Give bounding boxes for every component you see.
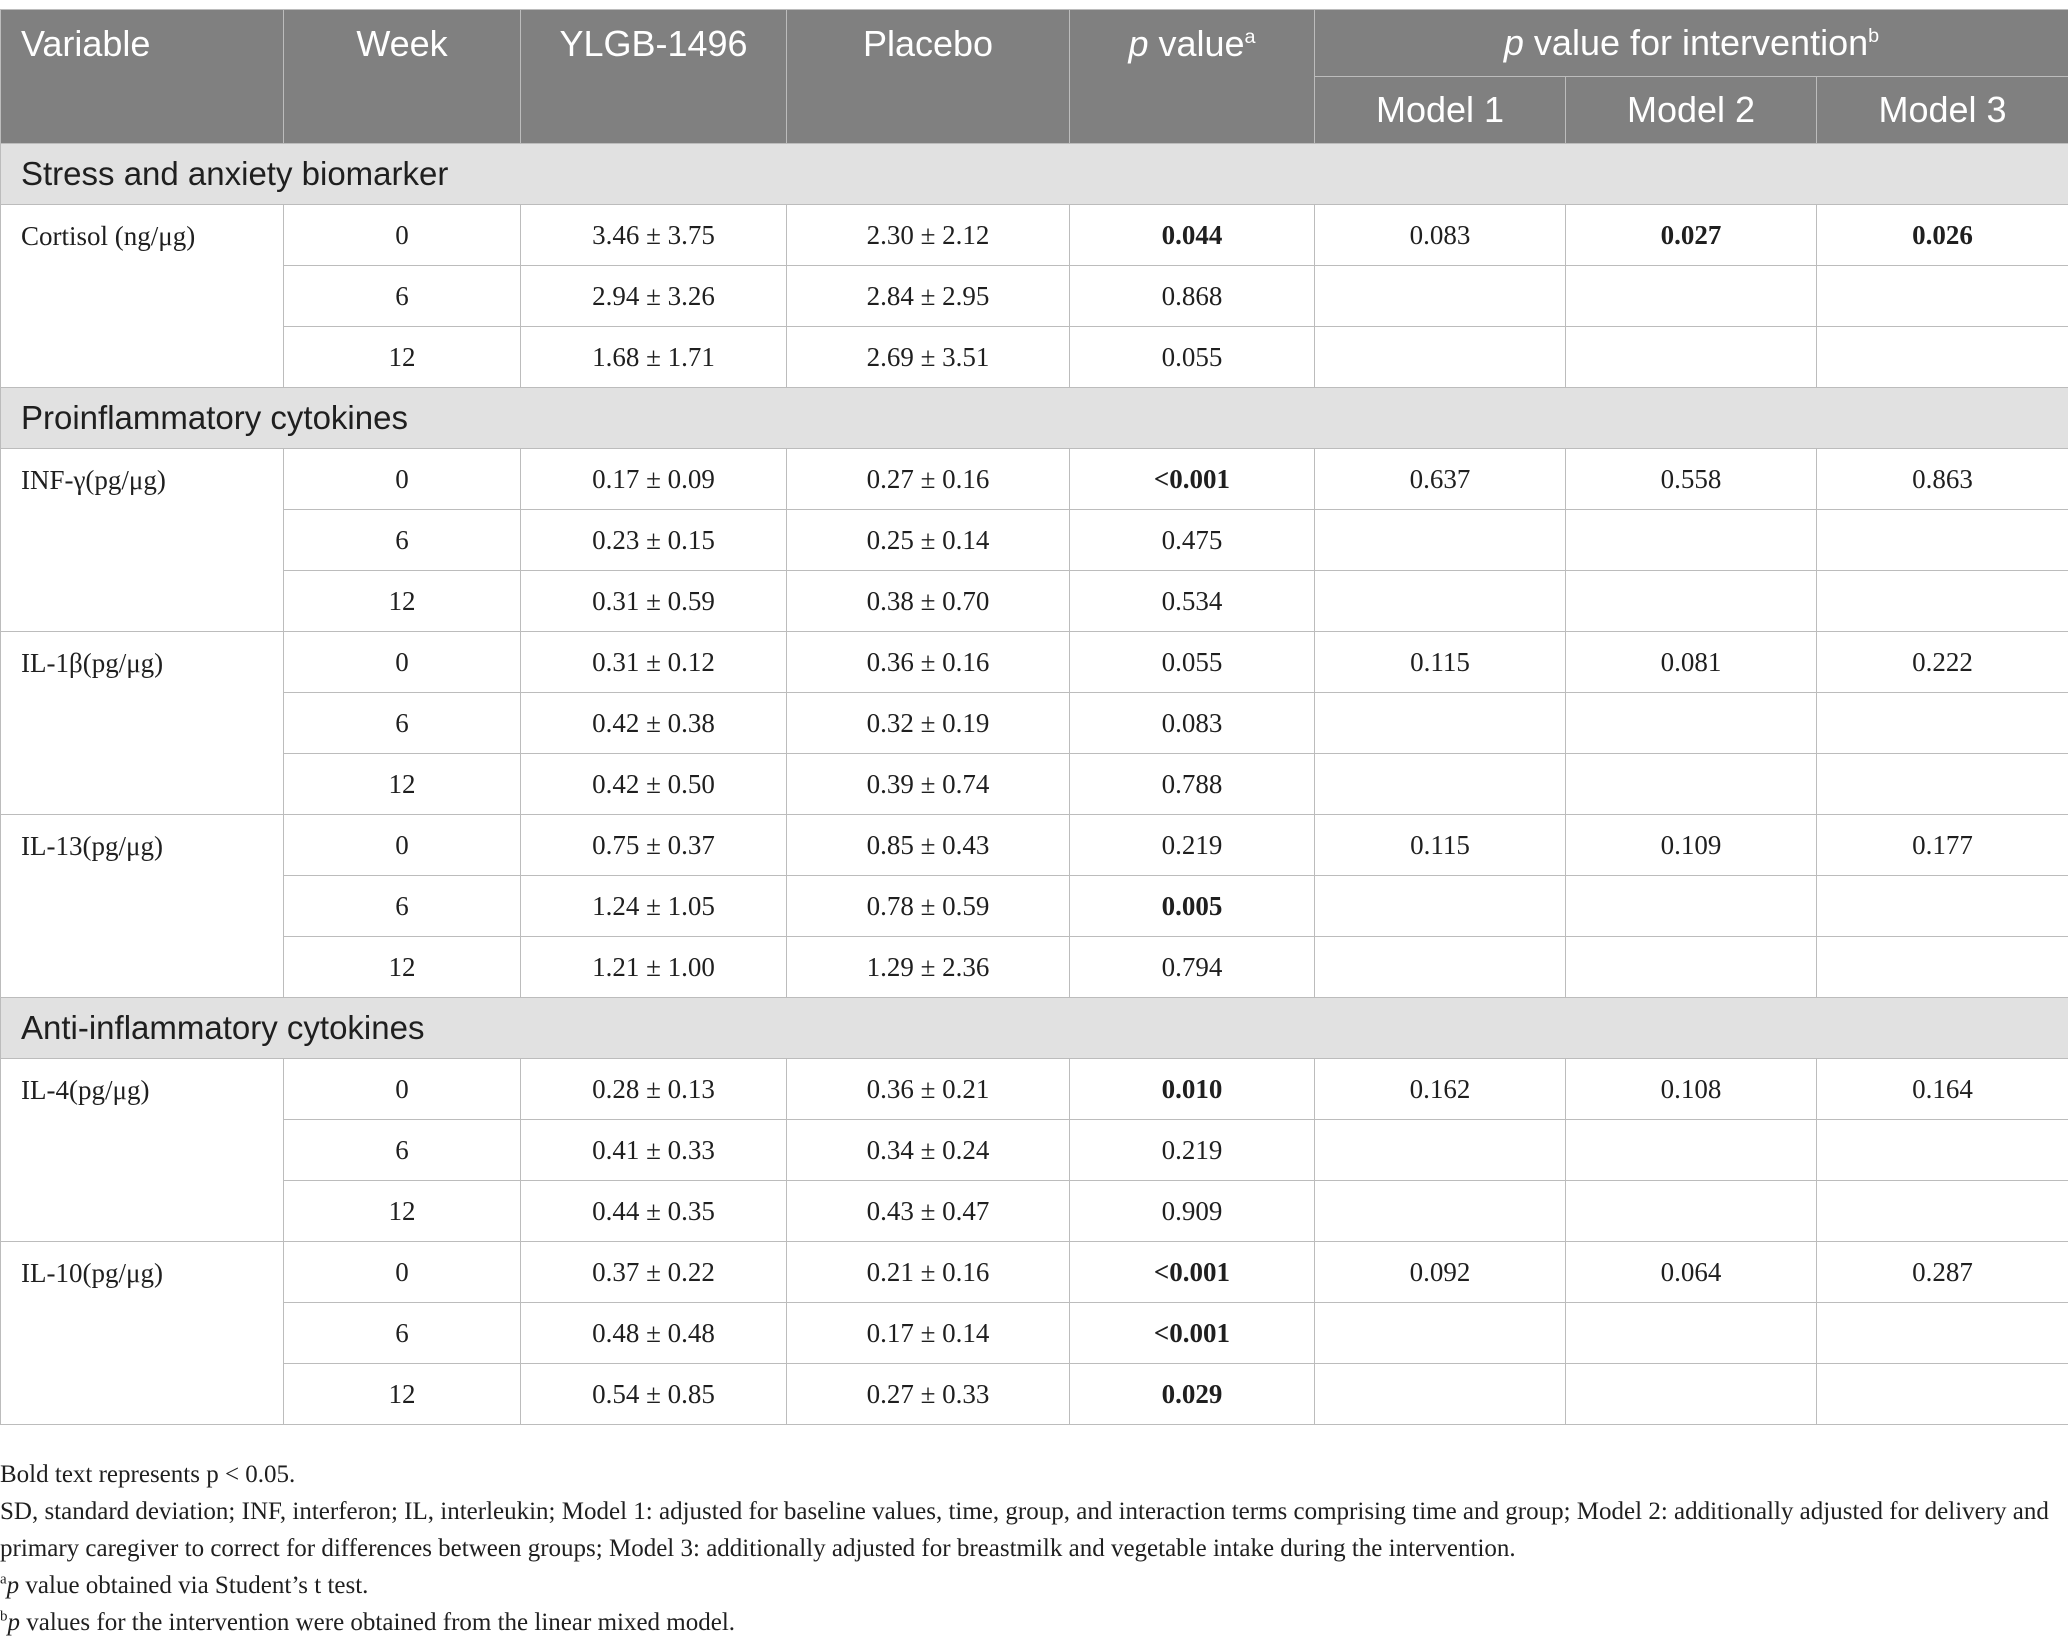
variable-name: IL-10(pg/μg)	[1, 1242, 284, 1425]
model-1-cell	[1315, 1120, 1566, 1181]
section-title: Stress and anxiety biomarker	[1, 144, 2068, 205]
treatment-cell: 0.42 ± 0.50	[521, 754, 787, 815]
p-value-cell: 0.044	[1070, 205, 1315, 266]
table-row	[1, 632, 2068, 693]
model-1-cell	[1315, 510, 1566, 571]
header-placebo: Placebo	[787, 10, 1070, 144]
model-3-cell	[1817, 1181, 2068, 1242]
header-model-1: Model 1	[1315, 77, 1566, 144]
variable-name: IL-13(pg/μg)	[1, 815, 284, 998]
treatment-cell: 0.41 ± 0.33	[521, 1120, 787, 1181]
week-cell: 12	[284, 754, 521, 815]
treatment-cell: 0.42 ± 0.38	[521, 693, 787, 754]
table-body	[1, 144, 2068, 1425]
model-3-cell	[1817, 937, 2068, 998]
table-row	[1, 1181, 2068, 1242]
week-cell: 6	[284, 693, 521, 754]
treatment-cell: 1.68 ± 1.71	[521, 327, 787, 388]
model-3-cell	[1817, 693, 2068, 754]
placebo-cell: 0.32 ± 0.19	[787, 693, 1070, 754]
variable-name: INF-γ(pg/μg)	[1, 449, 284, 632]
model-2-cell	[1566, 1303, 1817, 1364]
p-value-cell: <0.001	[1070, 449, 1315, 510]
table-row	[1, 266, 2068, 327]
section-row	[1, 388, 2068, 449]
table-row	[1, 449, 2068, 510]
placebo-cell: 0.36 ± 0.16	[787, 632, 1070, 693]
variable-name: IL-4(pg/μg)	[1, 1059, 284, 1242]
model-2-cell	[1566, 327, 1817, 388]
table-row	[1, 815, 2068, 876]
model-2-cell	[1566, 266, 1817, 327]
model-1-cell: 0.115	[1315, 815, 1566, 876]
week-cell: 0	[284, 449, 521, 510]
section-row	[1, 144, 2068, 205]
model-2-cell: 0.108	[1566, 1059, 1817, 1120]
table-row	[1, 1303, 2068, 1364]
model-3-cell: 0.026	[1817, 205, 2068, 266]
p-value-cell: 0.534	[1070, 571, 1315, 632]
p-value-cell: 0.475	[1070, 510, 1315, 571]
treatment-cell: 0.75 ± 0.37	[521, 815, 787, 876]
week-cell: 12	[284, 327, 521, 388]
treatment-cell: 0.17 ± 0.09	[521, 449, 787, 510]
p-value-cell: 0.083	[1070, 693, 1315, 754]
model-1-cell: 0.115	[1315, 632, 1566, 693]
placebo-cell: 0.85 ± 0.43	[787, 815, 1070, 876]
week-cell: 12	[284, 571, 521, 632]
treatment-cell: 1.24 ± 1.05	[521, 876, 787, 937]
model-1-cell: 0.092	[1315, 1242, 1566, 1303]
variable-name: IL-1β(pg/μg)	[1, 632, 284, 815]
table-notes	[0, 1456, 2068, 1641]
model-1-cell	[1315, 1364, 1566, 1425]
model-3-cell: 0.222	[1817, 632, 2068, 693]
section-row	[1, 998, 2068, 1059]
header-treatment: YLGB-1496	[521, 10, 787, 144]
week-cell: 0	[284, 632, 521, 693]
model-1-cell	[1315, 327, 1566, 388]
placebo-cell: 0.21 ± 0.16	[787, 1242, 1070, 1303]
table-row	[1, 1364, 2068, 1425]
model-1-cell	[1315, 754, 1566, 815]
week-cell: 12	[284, 1181, 521, 1242]
table-row	[1, 1242, 2068, 1303]
model-3-cell	[1817, 754, 2068, 815]
model-2-cell	[1566, 510, 1817, 571]
placebo-cell: 0.39 ± 0.74	[787, 754, 1070, 815]
week-cell: 0	[284, 1059, 521, 1120]
model-1-cell	[1315, 266, 1566, 327]
model-3-cell: 0.863	[1817, 449, 2068, 510]
placebo-cell: 1.29 ± 2.36	[787, 937, 1070, 998]
treatment-cell: 0.37 ± 0.22	[521, 1242, 787, 1303]
model-3-cell: 0.177	[1817, 815, 2068, 876]
week-cell: 0	[284, 815, 521, 876]
model-2-cell: 0.109	[1566, 815, 1817, 876]
model-3-cell: 0.164	[1817, 1059, 2068, 1120]
week-cell: 6	[284, 1303, 521, 1364]
placebo-cell: 2.69 ± 3.51	[787, 327, 1070, 388]
week-cell: 6	[284, 510, 521, 571]
week-cell: 0	[284, 205, 521, 266]
week-cell: 0	[284, 1242, 521, 1303]
model-3-cell	[1817, 327, 2068, 388]
model-2-cell: 0.558	[1566, 449, 1817, 510]
table-row	[1, 327, 2068, 388]
model-2-cell: 0.064	[1566, 1242, 1817, 1303]
p-value-cell: 0.868	[1070, 266, 1315, 327]
model-1-cell: 0.083	[1315, 205, 1566, 266]
model-3-cell	[1817, 1364, 2068, 1425]
model-1-cell: 0.637	[1315, 449, 1566, 510]
treatment-cell: 3.46 ± 3.75	[521, 205, 787, 266]
footnote-b: $^b$p values for the intervention were obtained from the linear mixed model.	[0, 1608, 736, 1636]
placebo-cell: 2.84 ± 2.95	[787, 266, 1070, 327]
placebo-cell: 0.38 ± 0.70	[787, 571, 1070, 632]
model-1-cell	[1315, 937, 1566, 998]
note-abbreviations: SD, standard deviation; INF, interferon; IL, interleukin; Model 1: adjusted for baseline values, time, group, and interaction terms comprising time and group; Model 2: additionally adjusted for delivery and primary caregiver to correct for differences between groups; Model 3: additionally adjusted for breastmilk and vegetable intake during the intervention.	[0, 1498, 2049, 1562]
treatment-cell: 0.54 ± 0.85	[521, 1364, 787, 1425]
table-row	[1, 510, 2068, 571]
model-3-cell	[1817, 876, 2068, 937]
week-cell: 12	[284, 1364, 521, 1425]
p-value-cell: 0.029	[1070, 1364, 1315, 1425]
placebo-cell: 0.36 ± 0.21	[787, 1059, 1070, 1120]
table-row	[1, 1120, 2068, 1181]
model-2-cell	[1566, 1120, 1817, 1181]
treatment-cell: 0.48 ± 0.48	[521, 1303, 787, 1364]
treatment-cell: 2.94 ± 3.26	[521, 266, 787, 327]
p-value-cell: <0.001	[1070, 1303, 1315, 1364]
table-row	[1, 937, 2068, 998]
p-value-cell: 0.219	[1070, 1120, 1315, 1181]
p-value-cell: 0.219	[1070, 815, 1315, 876]
model-1-cell	[1315, 876, 1566, 937]
treatment-cell: 0.31 ± 0.59	[521, 571, 787, 632]
p-value-cell: 0.010	[1070, 1059, 1315, 1120]
p-value-cell: 0.909	[1070, 1181, 1315, 1242]
header-variable: Variable	[1, 10, 284, 144]
treatment-cell: 0.28 ± 0.13	[521, 1059, 787, 1120]
table-row	[1, 205, 2068, 266]
model-3-cell	[1817, 266, 2068, 327]
model-1-cell	[1315, 693, 1566, 754]
placebo-cell: 0.25 ± 0.14	[787, 510, 1070, 571]
model-3-cell: 0.287	[1817, 1242, 2068, 1303]
section-title: Anti-inflammatory cytokines	[1, 998, 2068, 1059]
model-2-cell: 0.027	[1566, 205, 1817, 266]
treatment-cell: 0.23 ± 0.15	[521, 510, 787, 571]
week-cell: 6	[284, 1120, 521, 1181]
model-3-cell	[1817, 510, 2068, 571]
header-week: Week	[284, 10, 521, 144]
week-cell: 6	[284, 266, 521, 327]
placebo-cell: 0.27 ± 0.16	[787, 449, 1070, 510]
model-3-cell	[1817, 1303, 2068, 1364]
footnote-a: $^a$p value obtained via Student’s t test.	[0, 1571, 369, 1599]
model-2-cell	[1566, 1364, 1817, 1425]
table-row	[1, 571, 2068, 632]
model-1-cell	[1315, 571, 1566, 632]
week-cell: 12	[284, 937, 521, 998]
model-2-cell	[1566, 876, 1817, 937]
p-value-cell: <0.001	[1070, 1242, 1315, 1303]
table-row	[1, 876, 2068, 937]
p-value-cell: 0.005	[1070, 876, 1315, 937]
p-value-cell: 0.788	[1070, 754, 1315, 815]
p-value-cell: 0.055	[1070, 327, 1315, 388]
placebo-cell: 0.78 ± 0.59	[787, 876, 1070, 937]
section-title: Proinflammatory cytokines	[1, 388, 2068, 449]
treatment-cell: 1.21 ± 1.00	[521, 937, 787, 998]
model-3-cell	[1817, 571, 2068, 632]
model-1-cell	[1315, 1181, 1566, 1242]
model-2-cell	[1566, 1181, 1817, 1242]
placebo-cell: 0.27 ± 0.33	[787, 1364, 1070, 1425]
header-model-2: Model 2	[1566, 77, 1817, 144]
placebo-cell: 0.34 ± 0.24	[787, 1120, 1070, 1181]
model-3-cell	[1817, 1120, 2068, 1181]
header-p-intervention: p value for intervention$^b$	[1315, 10, 2068, 77]
model-2-cell	[1566, 693, 1817, 754]
p-value-cell: 0.055	[1070, 632, 1315, 693]
week-cell: 6	[284, 876, 521, 937]
header-p-value: p value$^a$	[1070, 10, 1315, 144]
model-2-cell	[1566, 937, 1817, 998]
note-bold: Bold text represents p < 0.05.	[0, 1461, 296, 1488]
results-table	[0, 9, 2068, 1425]
table-row	[1, 693, 2068, 754]
variable-name: Cortisol (ng/μg)	[1, 205, 284, 388]
header-model-3: Model 3	[1817, 77, 2068, 144]
model-1-cell: 0.162	[1315, 1059, 1566, 1120]
model-1-cell	[1315, 1303, 1566, 1364]
placebo-cell: 0.43 ± 0.47	[787, 1181, 1070, 1242]
placebo-cell: 0.17 ± 0.14	[787, 1303, 1070, 1364]
table-row	[1, 754, 2068, 815]
model-2-cell	[1566, 754, 1817, 815]
table-header	[1, 10, 2068, 144]
model-2-cell	[1566, 571, 1817, 632]
treatment-cell: 0.44 ± 0.35	[521, 1181, 787, 1242]
table-row	[1, 1059, 2068, 1120]
model-2-cell: 0.081	[1566, 632, 1817, 693]
treatment-cell: 0.31 ± 0.12	[521, 632, 787, 693]
placebo-cell: 2.30 ± 2.12	[787, 205, 1070, 266]
p-value-cell: 0.794	[1070, 937, 1315, 998]
